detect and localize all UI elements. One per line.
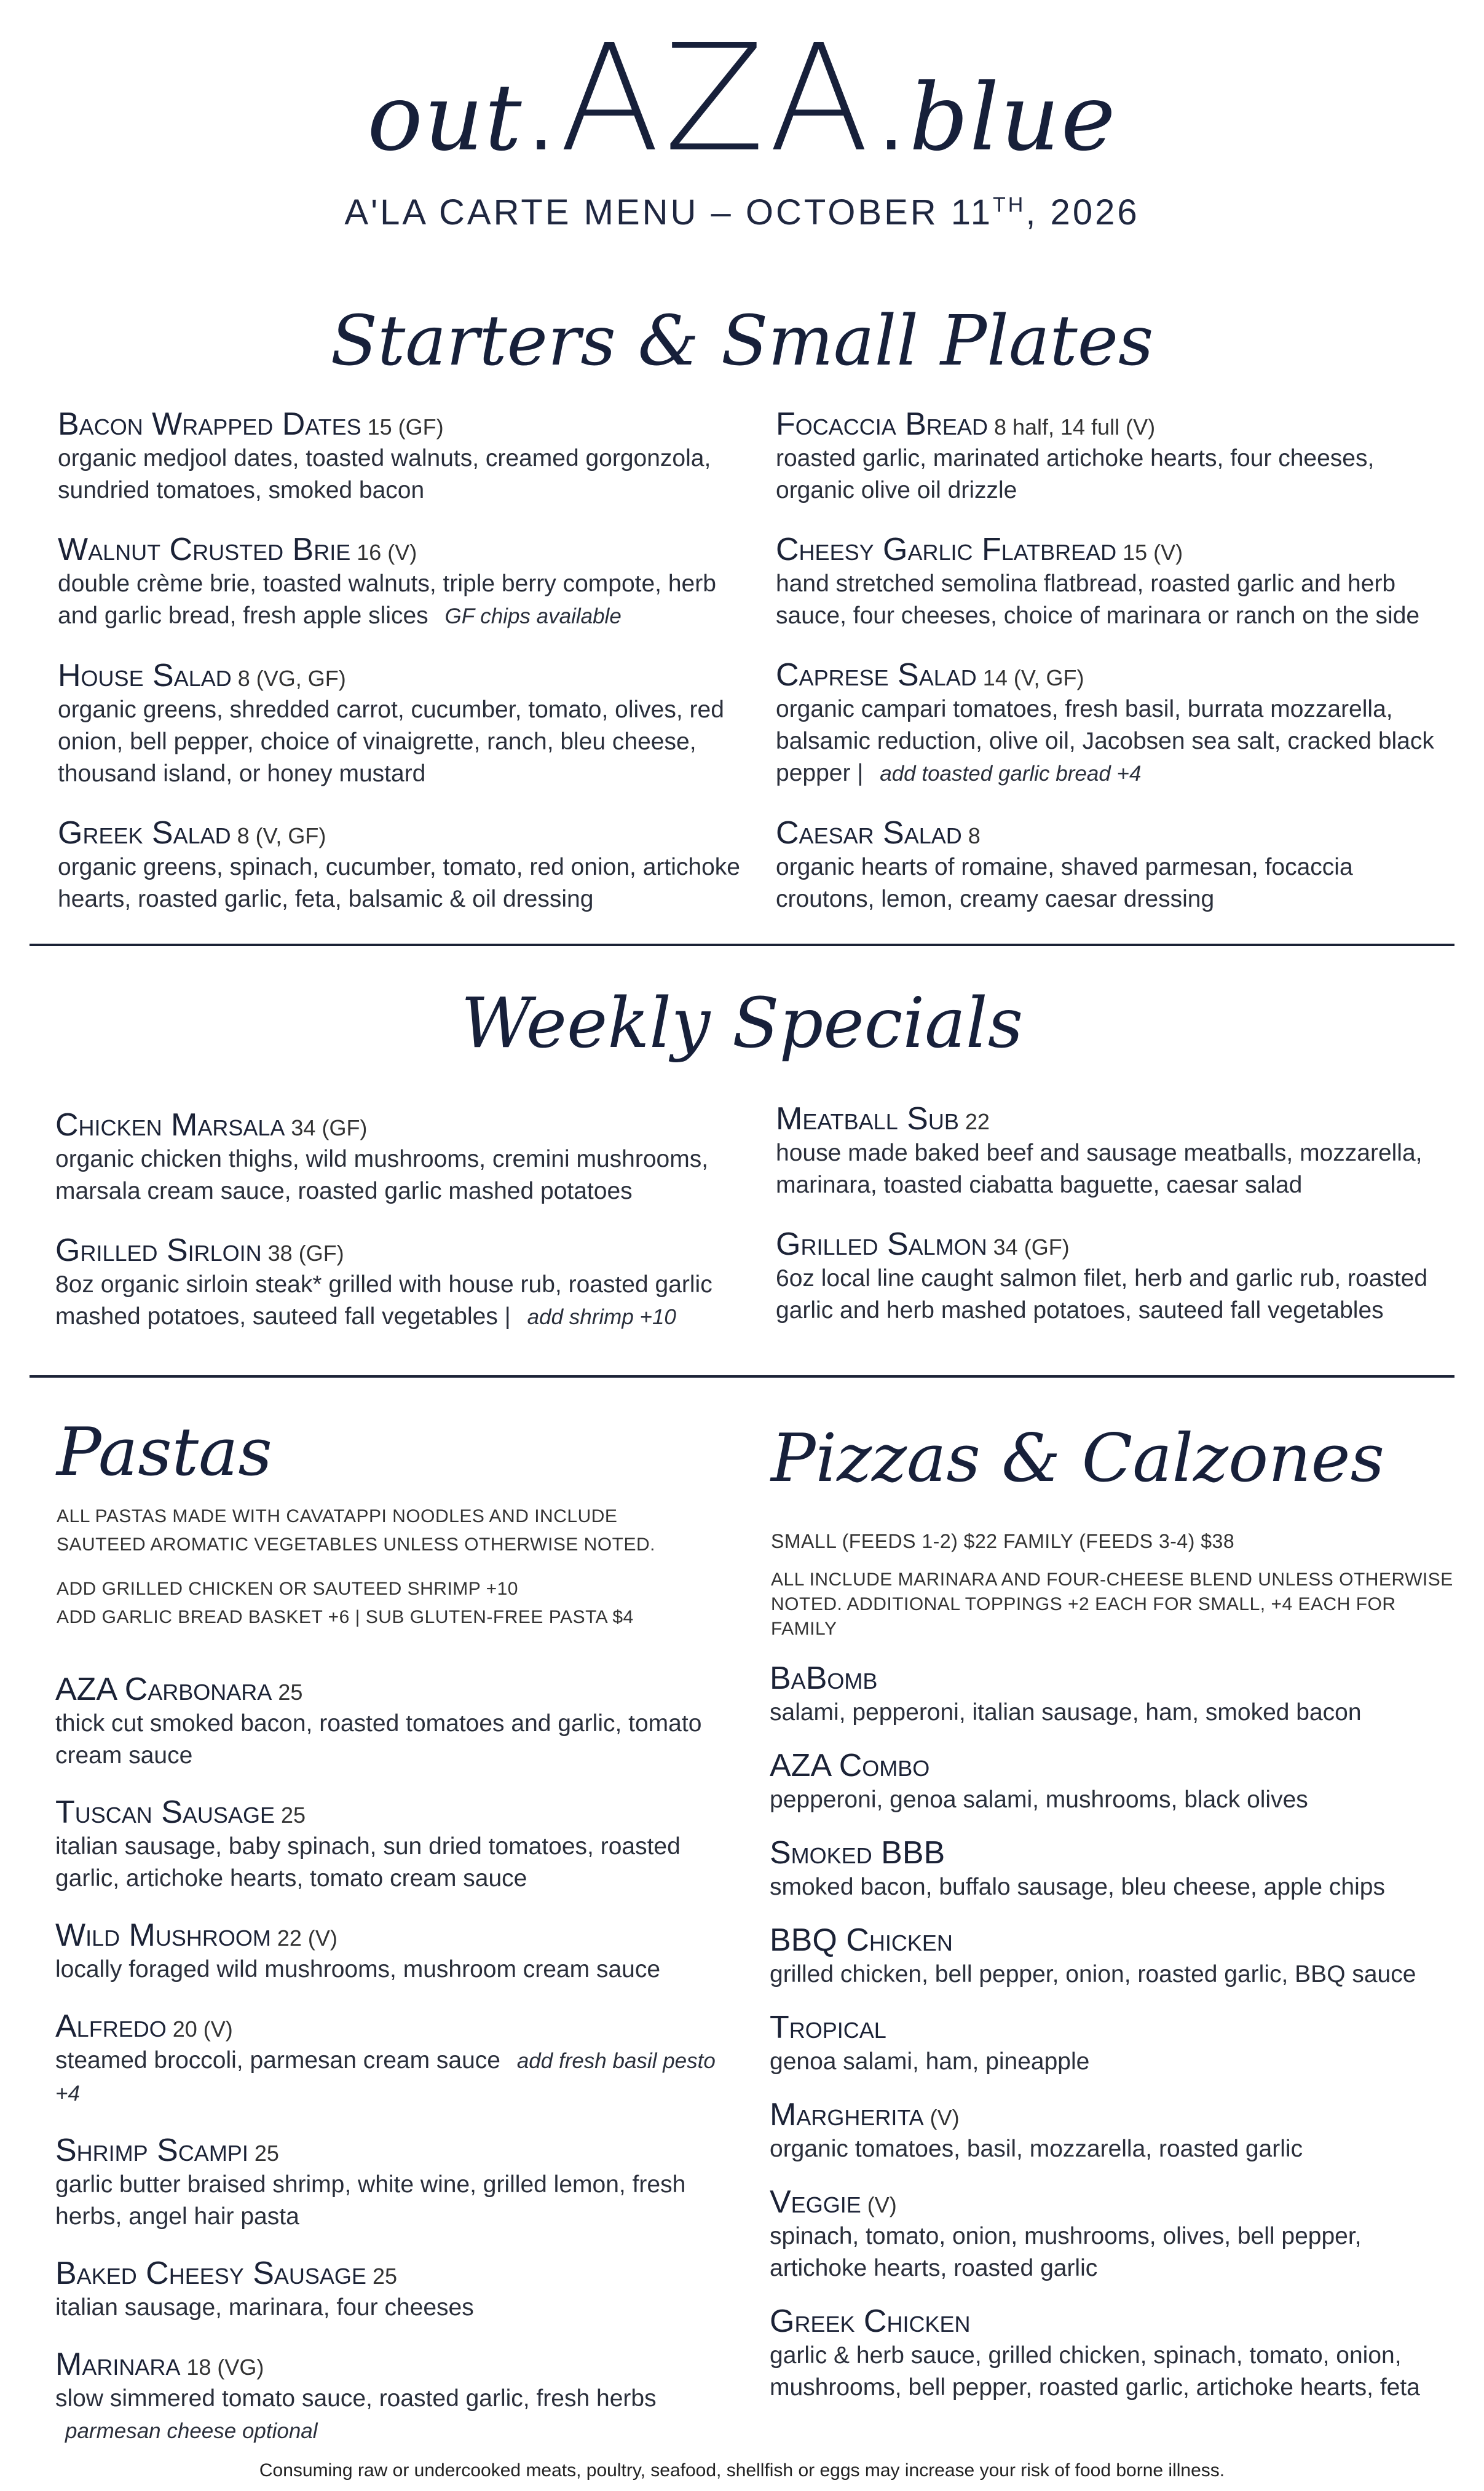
menu-item-description-text: 8oz organic sirloin steak* grilled with house rub, roasted garlic mashed potatoes, sauteed fall vegetables | xyxy=(55,1271,712,1330)
menu-item-name: Smoked BBB xyxy=(770,1835,945,1871)
menu-item-title xyxy=(55,1917,738,1954)
menu-item-name: Alfredo xyxy=(55,2008,167,2044)
menu-item-description-text: double crème brie, toasted walnuts, triple berry compote, herb and garlic bread, fresh apple slices xyxy=(58,570,716,629)
section-title-starters: Starters & Small Plates xyxy=(330,301,1154,381)
menu-item-description-text: organic campari tomatoes, fresh basil, burrata mozzarella, balsamic reduction, olive oil, Jacobsen sea salt, cracked black pepper | xyxy=(776,696,1434,786)
section-title-pizzas: Pizzas & Calzones xyxy=(771,1420,1384,1497)
menu-item xyxy=(770,2184,1458,2284)
menu-item-price: 20 (V) xyxy=(172,2016,233,2042)
logo-left: out xyxy=(367,65,523,172)
menu-item xyxy=(55,1671,738,1772)
menu-item-title xyxy=(55,1232,750,1269)
menu-item xyxy=(776,815,1452,915)
menu-item-title xyxy=(55,1794,738,1831)
menu-item xyxy=(770,2303,1458,2404)
menu-item-name: BaBomb xyxy=(770,1660,878,1696)
menu-item-name: BBQ Chicken xyxy=(770,1922,953,1958)
menu-item-name: Caesar Salad xyxy=(776,815,962,851)
menu-item-price: 8 half, 14 full (V) xyxy=(993,414,1156,440)
logo xyxy=(0,12,1484,184)
menu-item xyxy=(776,406,1452,507)
menu-item-price: 8 (VG, GF) xyxy=(237,666,346,691)
food-safety-disclaimer: Consuming raw or undercooked meats, poultry, seafood, shellfish or eggs may increase your risk of food borne illness. xyxy=(259,2460,1225,2481)
menu-item-description-text: organic hearts of romaine, shaved parmesan, focaccia croutons, lemon, creamy caesar dressing xyxy=(776,854,1353,912)
menu-item xyxy=(55,2008,738,2110)
menu-item-name: Greek Chicken xyxy=(770,2303,971,2339)
menu-item-price: 18 (VG) xyxy=(186,2355,264,2380)
menu-item-description xyxy=(770,1697,1458,1729)
menu-item-description xyxy=(770,1871,1458,1903)
menu-item-description-text: organic greens, shredded carrot, cucumber, tomato, olives, red onion, bell pepper, choice of vinaigrette, ranch, bleu cheese, thousand island, or honey mustard xyxy=(58,697,724,787)
menu-item xyxy=(770,2009,1458,2078)
menu-item-name: Wild Mushroom xyxy=(55,1917,271,1953)
menu-item-note: add toasted garlic bread +4 xyxy=(880,762,1142,786)
menu-item-description xyxy=(770,1959,1458,1991)
menu-item-description-text: slow simmered tomato sauce, roasted garlic, fresh herbs xyxy=(55,2385,657,2412)
menu-item-note: add shrimp +10 xyxy=(527,1305,676,1329)
menu-item-note: add fresh basil pesto +4 xyxy=(55,2049,716,2106)
menu-item-description-text: italian sausage, baby spinach, sun dried tomatoes, roasted garlic, artichoke hearts, tomato cream sauce xyxy=(55,1833,681,1892)
menu-item-description xyxy=(55,1269,750,1333)
menu-item-name: Baked Cheesy Sausage xyxy=(55,2256,366,2291)
logo-dot: . xyxy=(529,71,553,168)
menu-item-price: 34 (GF) xyxy=(291,1115,368,1140)
menu-item xyxy=(776,1226,1452,1327)
menu-item-description-text: garlic butter braised shrimp, white wine, grilled lemon, fresh herbs, angel hair pasta xyxy=(55,2171,686,2230)
subtitle-sup: TH xyxy=(993,193,1026,217)
menu-item xyxy=(55,1107,750,1207)
menu-item-title xyxy=(55,1107,750,1143)
menu-item xyxy=(55,1232,750,1333)
specials-right-column xyxy=(776,1100,1452,1327)
pastas-note: ADD GRILLED CHICKEN OR SAUTEED SHRIMP +10 xyxy=(57,1579,518,1599)
menu-item-name: Walnut Crusted Brie xyxy=(58,532,351,567)
menu-item-name: Bacon Wrapped Dates xyxy=(58,406,361,442)
subtitle-main: A'LA CARTE MENU – OCTOBER 11 xyxy=(344,192,993,232)
section-title-pastas: Pastas xyxy=(57,1414,272,1491)
menu-item-description-text: organic medjool dates, toasted walnuts, creamed gorgonzola, sundried tomatoes, smoked bacon xyxy=(58,445,711,503)
menu-item xyxy=(58,406,740,507)
menu-item-title xyxy=(55,2346,738,2383)
menu-item-description-text: locally foraged wild mushrooms, mushroom cream sauce xyxy=(55,1956,661,1983)
menu-item-description xyxy=(776,851,1452,915)
menu-item-description xyxy=(776,1137,1452,1201)
menu-item-title xyxy=(58,815,740,851)
menu-item-name: Greek Salad xyxy=(58,815,231,851)
section-title-specials: Weekly Specials xyxy=(460,984,1024,1064)
menu-item-description-text: salami, pepperoni, italian sausage, ham, smoked bacon xyxy=(770,1699,1362,1726)
menu-item-description xyxy=(770,2340,1458,2404)
menu-item xyxy=(770,1834,1458,1903)
menu-item-price: 22 (V) xyxy=(277,1925,337,1951)
menu-item-title xyxy=(55,2255,738,2292)
menu-item-price: 38 (GF) xyxy=(267,1241,344,1266)
menu-item-description-text: garlic & herb sauce, grilled chicken, spinach, tomato, onion, mushrooms, bell pepper, roasted garlic, artichoke hearts, feta xyxy=(770,2342,1420,2401)
menu-item-name: Grilled Sirloin xyxy=(55,1233,262,1268)
menu-item-description-text: pepperoni, genoa salami, mushrooms, black olives xyxy=(770,1786,1308,1813)
menu-item-title xyxy=(770,1747,1458,1784)
logo-dot: . xyxy=(879,71,904,168)
menu-subtitle xyxy=(0,192,1484,233)
menu-item-price: 25 xyxy=(278,1680,303,1705)
menu-item-title xyxy=(776,815,1452,851)
menu-item xyxy=(55,2346,738,2447)
menu-item-price: 14 (V, GF) xyxy=(982,665,1084,690)
pastas-column xyxy=(55,1671,738,2447)
menu-item-name: Cheesy Garlic Flatbread xyxy=(776,532,1117,567)
pizzas-notes xyxy=(771,1527,1453,1641)
menu-item-title xyxy=(776,1226,1452,1263)
menu-item-title xyxy=(770,2303,1458,2340)
menu-item-description xyxy=(55,1831,738,1895)
menu-item xyxy=(770,1660,1458,1729)
menu-item-note: parmesan cheese optional xyxy=(65,2419,318,2443)
menu-item-description xyxy=(55,2045,738,2110)
menu-item-description-text: 6oz local line caught salmon filet, herb and garlic rub, roasted garlic and herb mashed potatoes, sauteed fall vegetables xyxy=(776,1265,1428,1324)
menu-item-name: Caprese Salad xyxy=(776,657,977,693)
menu-item-description-text: hand stretched semolina flatbread, roasted garlic and herb sauce, four cheeses, choice of marinara or ranch on the side xyxy=(776,570,1420,629)
menu-item xyxy=(55,1794,738,1895)
menu-item-description xyxy=(55,1708,738,1772)
pizza-sizes: SMALL (FEEDS 1-2) $22 FAMILY (FEEDS 3-4) $38 xyxy=(771,1530,1235,1552)
pastas-notes xyxy=(57,1502,708,1632)
menu-item-price: 15 (V) xyxy=(1123,540,1183,565)
menu-item-title xyxy=(770,1834,1458,1871)
menu-item-description xyxy=(55,1954,738,1986)
menu-item-description xyxy=(58,443,740,507)
menu-item-description-text: thick cut smoked bacon, roasted tomatoes and garlic, tomato cream sauce xyxy=(55,1710,702,1769)
menu-item-price: 34 (GF) xyxy=(993,1234,1070,1260)
menu-item-name: Veggie xyxy=(770,2184,861,2220)
menu-item-name: Margherita xyxy=(770,2097,924,2133)
menu-item-name: Marinara xyxy=(55,2347,181,2382)
menu-item-description xyxy=(770,2046,1458,2078)
menu-item-description xyxy=(58,568,740,633)
menu-item-title xyxy=(770,1660,1458,1697)
menu-item-price: (V) xyxy=(929,2105,960,2130)
menu-item-description-text: steamed broccoli, parmesan cream sauce xyxy=(55,2047,500,2074)
menu-item-name: Grilled Salmon xyxy=(776,1226,987,1262)
menu-item-name: Tropical xyxy=(770,2010,886,2045)
logo-mid: AZA xyxy=(559,12,874,184)
menu-item xyxy=(55,1917,738,1986)
menu-item-description xyxy=(776,1263,1452,1327)
menu-item-title xyxy=(770,2184,1458,2221)
divider xyxy=(30,1375,1454,1378)
menu-item-price: 16 (V) xyxy=(357,540,417,565)
menu-item-title xyxy=(58,531,740,568)
menu-item-name: Tuscan Sausage xyxy=(55,1794,275,1830)
menu-item-title xyxy=(770,2009,1458,2046)
menu-item-price: 22 xyxy=(965,1109,990,1134)
menu-item-description xyxy=(776,568,1452,632)
menu-item-note: GF chips available xyxy=(444,604,622,628)
menu-item-price: 25 xyxy=(254,2141,279,2166)
menu-item xyxy=(776,657,1452,790)
menu-item-price: 8 xyxy=(968,823,981,848)
menu-item-title xyxy=(55,2132,738,2169)
starters-right-column xyxy=(776,406,1452,915)
menu-item-description-text: house made baked beef and sausage meatballs, mozzarella, marinara, toasted ciabatta baguette, caesar salad xyxy=(776,1140,1423,1198)
menu-item-price: (V) xyxy=(867,2192,897,2217)
menu-item xyxy=(770,2096,1458,2165)
menu-item xyxy=(770,1747,1458,1816)
menu-item xyxy=(776,1100,1452,1201)
menu-item-title xyxy=(776,657,1452,693)
menu-item-name: Focaccia Bread xyxy=(776,406,988,442)
menu-item-title xyxy=(58,657,740,694)
menu-item-description-text: italian sausage, marinara, four cheeses xyxy=(55,2294,474,2321)
menu-item-name: Shrimp Scampi xyxy=(55,2133,248,2168)
subtitle-end: , 2026 xyxy=(1025,192,1140,232)
starters-left-column xyxy=(58,406,740,915)
menu-item-name: Meatball Sub xyxy=(776,1101,959,1137)
menu-item-description xyxy=(55,1143,750,1207)
menu-item-title xyxy=(776,406,1452,443)
menu-item-description xyxy=(55,2292,738,2324)
menu-item-description xyxy=(58,851,740,915)
menu-item-description-text: roasted garlic, marinated artichoke hearts, four cheeses, organic olive oil drizzle xyxy=(776,445,1375,503)
menu-item xyxy=(55,2255,738,2324)
menu-item-title xyxy=(776,1100,1452,1137)
pastas-note: ALL PASTAS MADE WITH CAVATAPPI NOODLES AND INCLUDE SAUTEED AROMATIC VEGETABLES UNLESS OTHERWISE NOTED. xyxy=(57,1506,656,1555)
menu-item-title xyxy=(776,531,1452,568)
menu-item-description xyxy=(770,2133,1458,2165)
menu-item xyxy=(776,531,1452,632)
pizzas-column xyxy=(770,1660,1458,2404)
menu-item xyxy=(58,531,740,633)
menu-item-description-text: smoked bacon, buffalo sausage, bleu cheese, apple chips xyxy=(770,1874,1385,1900)
menu-item-name: Chicken Marsala xyxy=(55,1107,285,1143)
menu-item-description-text: organic greens, spinach, cucumber, tomato, red onion, artichoke hearts, roasted garlic, feta, balsamic & oil dressing xyxy=(58,854,740,912)
menu-item-title xyxy=(55,1671,738,1708)
menu-item-title xyxy=(55,2008,738,2045)
menu-item-description xyxy=(58,694,740,790)
specials-left-column xyxy=(55,1107,750,1333)
menu-item-description xyxy=(55,2169,738,2233)
menu-item-title xyxy=(770,1922,1458,1959)
menu-item-price: 25 xyxy=(372,2264,397,2289)
menu-item-name: AZA Combo xyxy=(770,1748,930,1783)
menu-item-description-text: spinach, tomato, onion, mushrooms, olives, bell pepper, artichoke hearts, roasted garlic xyxy=(770,2223,1362,2281)
pastas-note: ADD GARLIC BREAD BASKET +6 | SUB GLUTEN-FREE PASTA $4 xyxy=(57,1607,634,1627)
menu-item-description xyxy=(770,2221,1458,2284)
menu-item-description-text: organic tomatoes, basil, mozzarella, roasted garlic xyxy=(770,2136,1303,2162)
menu-item-name: House Salad xyxy=(58,658,232,693)
menu-item-price: 8 (V, GF) xyxy=(237,823,326,848)
menu-item xyxy=(55,2132,738,2233)
menu-item-description-text: genoa salami, ham, pineapple xyxy=(770,2048,1090,2075)
menu-item-description xyxy=(770,1784,1458,1816)
menu-item xyxy=(58,657,740,790)
menu-item-description xyxy=(776,443,1452,507)
menu-item-title xyxy=(770,2096,1458,2133)
menu-item-price: 15 (GF) xyxy=(367,414,444,440)
menu-item-name: AZA Carbonara xyxy=(55,1672,272,1707)
menu-item-title xyxy=(58,406,740,443)
logo-right: blue xyxy=(909,65,1117,172)
pizzas-note: ALL INCLUDE MARINARA AND FOUR-CHEESE BLEND UNLESS OTHERWISE NOTED. ADDITIONAL TOPPINGS +2 EACH FOR SMALL, +4 EACH FOR FAMILY xyxy=(771,1569,1453,1639)
menu-item-description xyxy=(55,2383,738,2447)
menu-item xyxy=(770,1922,1458,1991)
menu-item-description-text: grilled chicken, bell pepper, onion, roasted garlic, BBQ sauce xyxy=(770,1961,1416,1988)
menu-item-description-text: organic chicken thighs, wild mushrooms, cremini mushrooms, marsala cream sauce, roasted garlic mashed potatoes xyxy=(55,1146,709,1204)
menu-item-description xyxy=(776,693,1452,790)
menu-item-price: 25 xyxy=(280,1802,306,1828)
divider xyxy=(30,944,1454,946)
menu-item xyxy=(58,815,740,915)
